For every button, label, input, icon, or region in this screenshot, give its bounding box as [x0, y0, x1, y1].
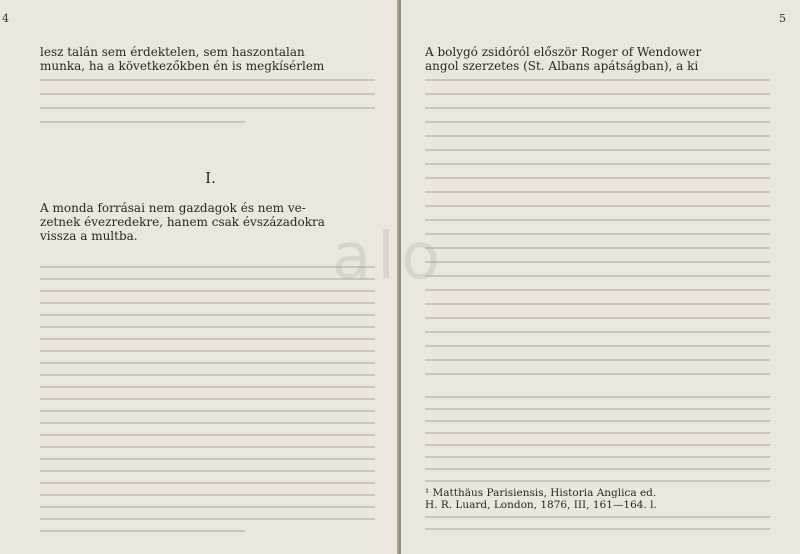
watermark: alo — [332, 220, 447, 294]
footnotes — [425, 391, 776, 535]
text-line: A monda forrásai nem gazdagok és nem ve- — [40, 201, 306, 215]
text-line-placeholder — [425, 227, 776, 241]
footnote-line-placeholder — [425, 451, 776, 463]
text-line-placeholder — [425, 325, 776, 339]
text-line-placeholder — [40, 101, 381, 115]
text-line-placeholder — [425, 115, 776, 129]
footnote-line-placeholder — [40, 381, 381, 393]
footnote-line-placeholder — [40, 513, 381, 525]
footnote-line-placeholder — [40, 429, 381, 441]
footnote-line: H. R. Luard, London, 1876, III, 161—164. l. — [425, 499, 657, 511]
text-line-placeholder — [425, 213, 776, 227]
text-line-placeholder — [425, 241, 776, 255]
footnote-line-placeholder — [40, 453, 381, 465]
text-line-placeholder — [425, 255, 776, 269]
text-line-placeholder — [425, 283, 776, 297]
opening-paragraph — [40, 45, 381, 129]
text-line-placeholder — [425, 297, 776, 311]
footnote-line-placeholder — [40, 309, 381, 321]
text-line: lesz talán sem érdektelen, sem haszontalan — [40, 45, 305, 59]
text-line-placeholder — [425, 171, 776, 185]
footnote-line-placeholder — [40, 525, 381, 537]
footnote-line-placeholder — [40, 333, 381, 345]
right-page — [401, 0, 800, 554]
page-number: 4 — [2, 12, 9, 25]
text-line-placeholder — [425, 367, 776, 381]
text-line-placeholder — [425, 143, 776, 157]
footnote-line-placeholder — [425, 427, 776, 439]
footnote-line-placeholder — [40, 285, 381, 297]
footnotes — [40, 261, 381, 537]
footnote-line-placeholder — [40, 357, 381, 369]
footnote-line-placeholder — [425, 475, 776, 487]
text-line: zetnek évezredekre, hanem csak évszázadokra — [40, 215, 325, 229]
footnote-line-placeholder — [425, 439, 776, 451]
text-line: A bolygó zsidóról először Roger of Wendower — [425, 45, 702, 59]
text-line: angol szerzetes (St. Albans apátságban), a ki — [425, 59, 699, 73]
main-paragraph — [425, 45, 776, 381]
text-line-placeholder — [40, 87, 381, 101]
text-line-placeholder — [425, 353, 776, 367]
footnote-line-placeholder — [40, 489, 381, 501]
footnote-line-placeholder — [425, 523, 776, 535]
text-line: munka, ha a következőkben én is megkísérlem — [40, 59, 325, 73]
footnote-line-placeholder — [40, 261, 381, 273]
chapter-heading: I. — [205, 169, 216, 187]
footnote-line-placeholder — [40, 345, 381, 357]
footnote-line-placeholder — [40, 441, 381, 453]
footnote-line-placeholder — [40, 273, 381, 285]
footnote-line-placeholder — [40, 393, 381, 405]
text-line: vissza a multba. — [40, 229, 138, 243]
footnote-line-placeholder — [40, 321, 381, 333]
footnote-line-placeholder — [40, 465, 381, 477]
footnote-line-placeholder — [425, 463, 776, 475]
footnote-line-placeholder — [40, 417, 381, 429]
text-line-placeholder — [425, 87, 776, 101]
footnote-line-placeholder — [40, 405, 381, 417]
footnote-line-placeholder — [425, 415, 776, 427]
text-line-placeholder — [40, 115, 381, 129]
footnote-line-placeholder — [425, 511, 776, 523]
footnote-line-placeholder — [40, 369, 381, 381]
footnote-line-placeholder — [425, 391, 776, 403]
footnote-line-placeholder — [425, 403, 776, 415]
text-line-placeholder — [425, 199, 776, 213]
text-line-placeholder — [425, 157, 776, 171]
text-line-placeholder — [425, 129, 776, 143]
footnote-line-placeholder — [40, 477, 381, 489]
chapter-paragraph — [40, 201, 381, 243]
text-line-placeholder — [40, 73, 381, 87]
text-line-placeholder — [425, 269, 776, 283]
text-line-placeholder — [425, 185, 776, 199]
footnote-line: ¹ Matthäus Parisiensis, Historia Anglica ed. — [425, 487, 657, 499]
footnote-line-placeholder — [40, 501, 381, 513]
text-line-placeholder — [425, 339, 776, 353]
text-line-placeholder — [425, 311, 776, 325]
text-line-placeholder — [425, 73, 776, 87]
text-line-placeholder — [425, 101, 776, 115]
footnote-line-placeholder — [40, 297, 381, 309]
page-number: 5 — [779, 12, 786, 25]
